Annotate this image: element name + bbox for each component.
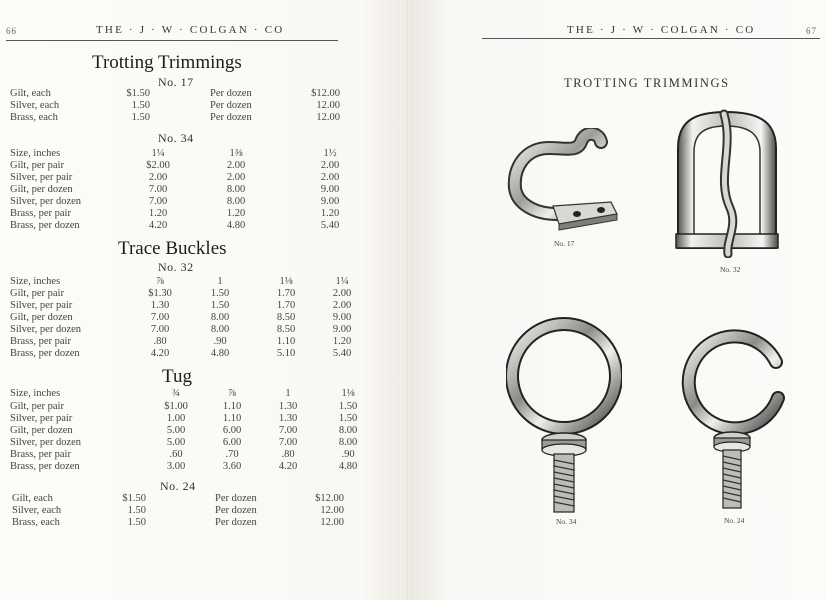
- price-cell: 1.50: [338, 413, 358, 424]
- price-cell: 1.10: [276, 336, 296, 347]
- price-cell: 5.00: [166, 437, 186, 448]
- figure-caption: No. 32: [720, 265, 741, 274]
- row-label: Gilt, per dozen: [10, 312, 73, 323]
- price-each: 1.50: [127, 505, 146, 516]
- header-rule: [6, 40, 338, 41]
- price-cell: 1.70: [276, 288, 296, 299]
- size-value: 1: [217, 276, 223, 287]
- price-cell: .80: [153, 336, 167, 347]
- figure-caption: No. 34: [556, 517, 577, 526]
- price-cell: 1.30: [278, 401, 298, 412]
- row-label: Silver, each: [10, 100, 60, 111]
- row-label: Brass, per dozen: [10, 348, 80, 359]
- price-cell: 7.00: [150, 324, 170, 335]
- row-label: Silver, per pair: [10, 413, 73, 424]
- row-label: Size, inches: [10, 388, 61, 399]
- row-label: Silver, per dozen: [10, 437, 82, 448]
- size-value: 1⅛: [341, 388, 355, 399]
- price-cell: .90: [213, 336, 227, 347]
- page-number: 66: [6, 26, 17, 36]
- price-cell: 1.50: [338, 401, 358, 412]
- price-cell: 7.00: [148, 184, 168, 195]
- item-number: No. 24: [160, 479, 196, 493]
- price-cell: 8.00: [226, 184, 246, 195]
- price-dozen: $12.00: [311, 88, 340, 99]
- price-cell: 2.00: [226, 172, 246, 183]
- price-cell: .80: [281, 449, 295, 460]
- size-value: ¾: [172, 388, 180, 399]
- price-cell: 4.80: [338, 461, 358, 472]
- price-cell: 8.00: [226, 196, 246, 207]
- row-label: Gilt, per dozen: [10, 425, 73, 436]
- item-number: No. 32: [158, 260, 194, 274]
- section-title: Trotting Trimmings: [92, 52, 242, 73]
- price-each: $1.50: [122, 493, 146, 504]
- price-cell: 2.00: [320, 172, 340, 183]
- price-cell: 5.10: [276, 348, 296, 359]
- row-label: Brass, each: [10, 112, 58, 123]
- per-dozen-label: Per dozen: [210, 112, 252, 123]
- per-dozen-label: Per dozen: [210, 88, 252, 99]
- price-cell: 4.80: [226, 220, 246, 231]
- price-cell: 3.60: [222, 461, 242, 472]
- row-label: Gilt, per pair: [10, 160, 64, 171]
- price-cell: 2.00: [332, 288, 352, 299]
- hook-terret-illustration: [505, 128, 621, 238]
- price-dozen: 12.00: [316, 112, 340, 123]
- price-each: 1.50: [131, 112, 150, 123]
- row-label: Silver, per pair: [10, 172, 73, 183]
- size-value: 1⅜: [229, 148, 243, 159]
- row-label: Silver, per dozen: [10, 196, 82, 207]
- price-cell: 6.00: [222, 437, 242, 448]
- row-label: Size, inches: [10, 148, 61, 159]
- per-dozen-label: Per dozen: [210, 100, 252, 111]
- left-page: [0, 0, 410, 600]
- price-cell: .70: [225, 449, 239, 460]
- price-cell: $1.00: [164, 401, 188, 412]
- price-dozen: 12.00: [316, 100, 340, 111]
- price-cell: 1.20: [148, 208, 168, 219]
- price-each: 1.50: [131, 100, 150, 111]
- section-title: Trace Buckles: [118, 238, 227, 259]
- price-cell: 2.00: [226, 160, 246, 171]
- price-cell: 7.00: [278, 425, 298, 436]
- price-cell: 8.00: [338, 437, 358, 448]
- price-cell: 8.50: [276, 324, 296, 335]
- price-cell: 1.20: [320, 208, 340, 219]
- price-cell: 9.00: [332, 324, 352, 335]
- price-cell: $2.00: [146, 160, 170, 171]
- price-cell: 2.00: [320, 160, 340, 171]
- row-label: Gilt, each: [10, 88, 51, 99]
- size-value: 1¼: [335, 276, 349, 287]
- price-cell: 8.00: [210, 324, 230, 335]
- price-cell: 4.20: [278, 461, 298, 472]
- row-label: Gilt, per dozen: [10, 184, 73, 195]
- price-cell: 8.00: [338, 425, 358, 436]
- row-label: Silver, per pair: [10, 300, 73, 311]
- row-label: Brass, per pair: [10, 208, 71, 219]
- price-cell: 3.00: [166, 461, 186, 472]
- price-cell: 7.00: [148, 196, 168, 207]
- price-cell: 5.00: [166, 425, 186, 436]
- price-cell: 4.80: [210, 348, 230, 359]
- price-cell: 8.50: [276, 312, 296, 323]
- price-cell: 2.00: [332, 300, 352, 311]
- price-cell: 5.40: [320, 220, 340, 231]
- ring-terret-illustration: [506, 312, 622, 520]
- price-cell: 5.40: [332, 348, 352, 359]
- price-cell: 1.70: [276, 300, 296, 311]
- row-label: Gilt, per pair: [10, 288, 64, 299]
- price-cell: 7.00: [278, 437, 298, 448]
- price-cell: .60: [169, 449, 183, 460]
- price-cell: 9.00: [320, 196, 340, 207]
- price-cell: 7.00: [150, 312, 170, 323]
- price-cell: 1.20: [226, 208, 246, 219]
- size-value: 1¼: [151, 148, 165, 159]
- price-cell: 6.00: [222, 425, 242, 436]
- price-cell: 4.20: [150, 348, 170, 359]
- price-cell: 9.00: [320, 184, 340, 195]
- price-cell: 1.20: [332, 336, 352, 347]
- page-number: 67: [806, 26, 817, 36]
- running-head: THE · J · W · COLGAN · CO: [567, 24, 756, 36]
- price-cell: $1.30: [148, 288, 172, 299]
- price-each: 1.50: [127, 517, 146, 528]
- item-number: No. 34: [158, 131, 194, 145]
- size-value: 1½: [323, 148, 337, 159]
- plate-title: TROTTING TRIMMINGS: [564, 76, 730, 90]
- price-cell: 4.20: [148, 220, 168, 231]
- split-ring-terret-illustration: [680, 326, 796, 518]
- price-cell: 1.00: [166, 413, 186, 424]
- row-label: Silver, per dozen: [10, 324, 82, 335]
- price-cell: 1.10: [222, 401, 242, 412]
- row-label: Brass, per dozen: [10, 461, 80, 472]
- size-value: 1: [285, 388, 291, 399]
- price-cell: 2.00: [148, 172, 168, 183]
- price-cell: 1.30: [150, 300, 170, 311]
- row-label: Brass, per pair: [10, 449, 71, 460]
- per-dozen-label: Per dozen: [215, 493, 257, 504]
- trace-buckle-illustration: [668, 108, 786, 258]
- figure-caption: No. 24: [724, 516, 745, 525]
- header-rule: [482, 38, 820, 39]
- size-value: ⅞: [156, 276, 164, 287]
- price-cell: .90: [341, 449, 355, 460]
- price-cell: 1.50: [210, 288, 230, 299]
- price-dozen: 12.00: [320, 505, 344, 516]
- row-label: Brass, per dozen: [10, 220, 80, 231]
- per-dozen-label: Per dozen: [215, 505, 257, 516]
- row-label: Gilt, each: [12, 493, 53, 504]
- item-number: No. 17: [158, 75, 194, 89]
- price-cell: 1.30: [278, 413, 298, 424]
- size-value: 1⅛: [279, 276, 293, 287]
- price-cell: 8.00: [210, 312, 230, 323]
- price-cell: 1.50: [210, 300, 230, 311]
- price-dozen: $12.00: [315, 493, 344, 504]
- row-label: Brass, per pair: [10, 336, 71, 347]
- price-cell: 1.10: [222, 413, 242, 424]
- running-head: THE · J · W · COLGAN · CO: [96, 24, 285, 36]
- row-label: Brass, each: [12, 517, 60, 528]
- price-dozen: 12.00: [320, 517, 344, 528]
- row-label: Size, inches: [10, 276, 61, 287]
- figure-caption: No. 17: [554, 239, 575, 248]
- section-title: Tug: [162, 366, 192, 387]
- row-label: Gilt, per pair: [10, 401, 64, 412]
- size-value: ⅞: [228, 388, 236, 399]
- row-label: Silver, each: [12, 505, 62, 516]
- price-each: $1.50: [126, 88, 150, 99]
- per-dozen-label: Per dozen: [215, 517, 257, 528]
- price-cell: 9.00: [332, 312, 352, 323]
